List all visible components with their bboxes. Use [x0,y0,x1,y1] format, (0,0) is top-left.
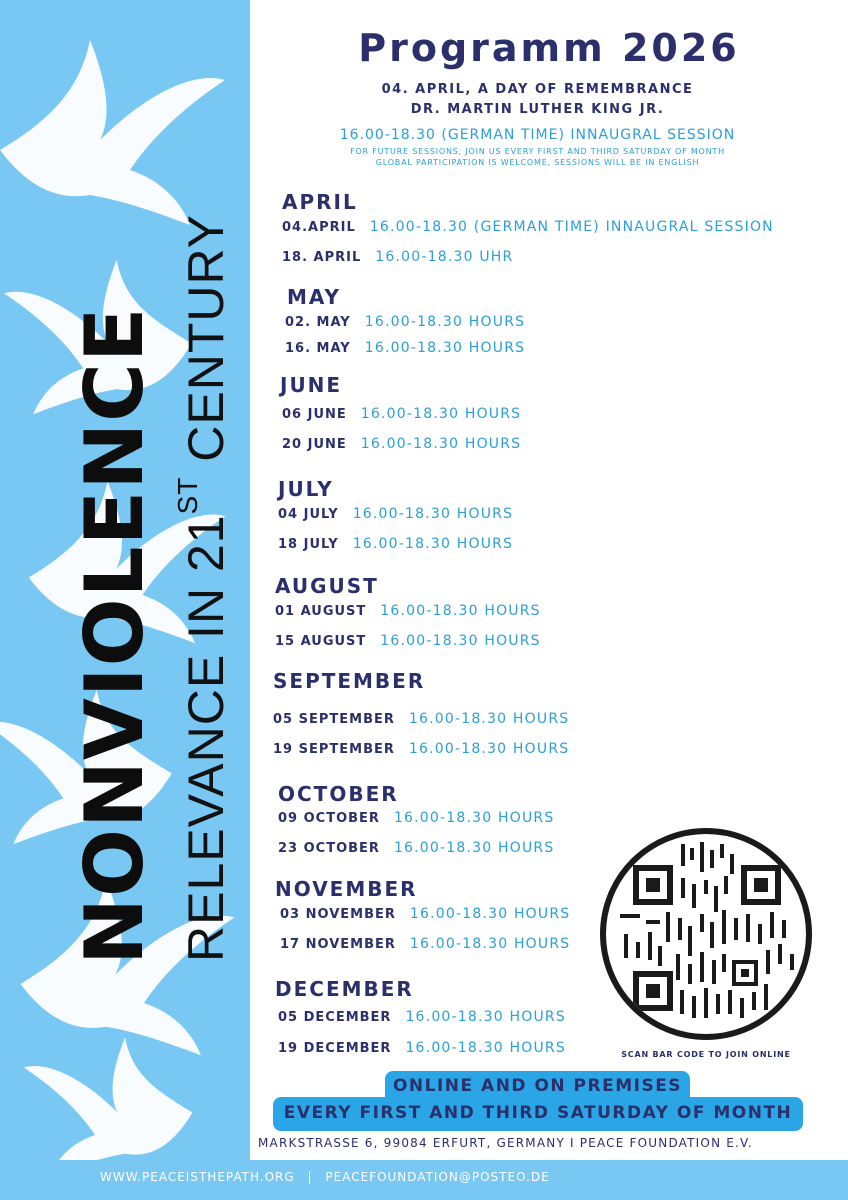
schedule-row: 15 AUGUST 16.00-18.30 HOURS [275,633,541,649]
schedule-row: 04 JULY 16.00-18.30 HOURS [278,506,514,522]
dove-icon [0,1030,230,1180]
month-heading-november: NOVEMBER [275,877,418,901]
schedule-row: 06 JUNE 16.00-18.30 HOURS [282,406,522,422]
inaugural-session: 16.00-18.30 (GERMAN TIME) INNAUGRAL SESSION [339,127,736,143]
address-line: MARKSTRASSE 6, 99084 ERFURT, GERMANY I PEACE FOUNDATION E.V. [258,1136,753,1150]
qr-code-icon [606,834,806,1034]
schedule-row: 17 NOVEMBER 16.00-18.30 HOURS [280,936,571,952]
footer-contacts [100,1170,558,1184]
nonviolence-heading: NONVIOLENCE [68,306,161,965]
schedule-row: 01 AUGUST 16.00-18.30 HOURS [275,603,541,619]
footer-separator: | [307,1170,313,1184]
remembrance-line: 04. APRIL, A DAY OF REMEMBRANCE [381,82,694,97]
schedule-row: 02. MAY 16.00-18.30 HOURS [285,314,526,330]
month-heading-september: SEPTEMBER [273,669,426,693]
schedule-row: 05 DECEMBER 16.00-18.30 HOURS [278,1009,566,1025]
month-heading-july: JULY [278,477,334,501]
qr-caption: SCAN BAR CODE TO JOIN ONLINE [621,1050,791,1059]
month-heading-june: JUNE [280,373,343,397]
participation-note: GLOBAL PARTICIPATION IS WELCOME, SESSIONS WILL BE IN ENGLISH [375,158,700,167]
banner-line-1: ONLINE AND ON PREMISES [392,1076,683,1096]
schedule-row: 03 NOVEMBER 16.00-18.30 HOURS [280,906,571,922]
month-heading-april: APRIL [282,190,358,214]
schedule-row: 04.APRIL 16.00-18.30 (GERMAN TIME) INNAUGRAL SESSION [282,219,774,235]
schedule-row: 16. MAY 16.00-18.30 HOURS [285,340,526,356]
schedule-row: 18. APRIL 16.00-18.30 UHR [282,249,514,265]
dove-icon [0,30,230,230]
month-heading-october: OCTOBER [278,782,399,806]
schedule-row: 19 SEPTEMBER 16.00-18.30 HOURS [273,741,570,757]
qr-code[interactable] [600,828,812,1040]
schedule-row: 18 JULY 16.00-18.30 HOURS [278,536,514,552]
relevance-subheading: RELEVANCE IN 21ST CENTURY [172,213,234,962]
schedule-row: 05 SEPTEMBER 16.00-18.30 HOURS [273,711,570,727]
month-heading-august: AUGUST [275,574,379,598]
month-heading-may: MAY [287,285,341,309]
schedule-row: 20 JUNE 16.00-18.30 HOURS [282,436,522,452]
website-link[interactable]: WWW.PEACEISTHEPATH.ORG [100,1170,295,1184]
schedule-row: 09 OCTOBER 16.00-18.30 HOURS [278,810,555,826]
banner-line-2: EVERY FIRST AND THIRD SATURDAY OF MONTH [283,1103,793,1123]
schedule-row: 23 OCTOBER 16.00-18.30 HOURS [278,840,555,856]
month-heading-december: DECEMBER [275,977,414,1001]
schedule-row: 19 DECEMBER 16.00-18.30 HOURS [278,1040,566,1056]
future-sessions-note: FOR FUTURE SESSIONS, JOIN US EVERY FIRST AND THIRD SATURDAY OF MONTH [350,147,725,156]
page-title: Programm 2026 [358,26,740,70]
email-link[interactable]: PEACEFOUNDATION@POSTEO.DE [325,1170,550,1184]
mlk-line: DR. MARTIN LUTHER KING JR. [410,102,665,117]
